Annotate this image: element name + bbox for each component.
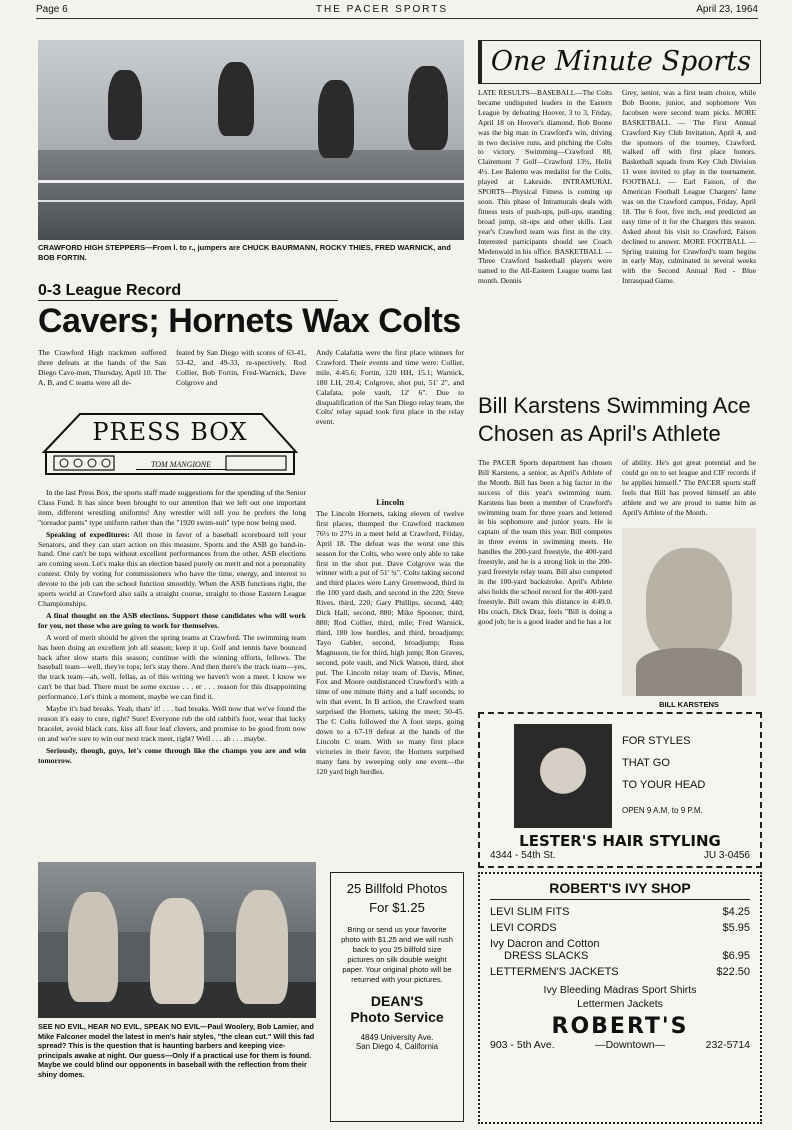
roberts-phone: 232-5714 [705, 1039, 750, 1051]
billfold-body: Bring or send us your favorite photo with $1.25 and we will rush back to you 25 billfold size pictures on silk double weight paper. Your original photo will be returned with your pictures. [341, 925, 453, 984]
billfold-photos-ad [330, 872, 464, 1122]
press-box-logo [40, 408, 300, 480]
karstens-photo-caption: BILL KARSTENS [659, 700, 719, 709]
one-minute-title: One Minute Sports [490, 46, 752, 77]
press-box-p6: Seriously, though, guys, let's come through like the champs you are and win tomorrow. [38, 745, 306, 765]
hurdlers-photo [38, 40, 464, 240]
press-box-p5: Maybe it's bad breaks. Yeah, thats' it! . . . bad breaks. Well now that we've found the reason it's easy to cure, right? Sure! Everyone rub the old rabbit's foot, wear that lucky bracelet, avoid black cats, kiss all four leaf clovers, and promise to be good from now on and we're sure to win our next track meet, right? Well . . . ah . . . maybe. [38, 704, 306, 743]
roberts-addr: 903 - 5th Ave. [490, 1039, 555, 1051]
one-minute-col-1: LATE RESULTS—BASEBALL—The Colts became undisputed leaders in the Eastern League by defeating Hoover, 3 to 3, Friday, April 18 on Hoover's diamond. Bob Boone was the big man in Crawford's win, driving in two decisive runs, and pitching the Colts to victory. Swimming—Crawford 88, Clairemont 7 Golf—Crawford 13½, Helix 4½. Lee Balemo was medalist for the Colts, played at Lakeside. INTRAMURAL SPORTS—Physical Fitness is coming up soon. This phase of Intramurals deals with fitness tests of push-ups, pull-ups, standing broad jump, sit-ups and other skills. Last year's Crawford team was first in the city. Interested participants should see Coach Medenwald in his office. BASKETBALL — Three Crawford basketball players were named to the All-Eastern League teams last month. Dennis [478, 88, 612, 286]
issue-date: April 23, 1964 [696, 4, 758, 15]
karstens-col-1: The PACER Sports department has chosen Bill Karstens, a senior, as April's Athlete of the Month. Bill has been a big factor in the success of this year's swimming team. Karstens has been a member of Crawford's swimming team for three years and lettered in his sophomore and junior years. He is captain of the team this year. Bill competes in three events in swimming meets. He handles the 200-yard freestyle, the 400-yard freestyle, and he is a strong link in the 200-yard freestyle relay team. Bill also competed in the 100-yard backstroke. April's Athlete also holds the school record for the 400-yard freestyle. Bill swam this distance in 4:49.0. His coach, Dick Draz, feels "Bill is doing a good job; he is a good leader and he has a lot [478, 458, 612, 626]
press-box-byline: TOM MANGIONE [136, 460, 226, 470]
lesters-addr: 4344 - 54th St. [490, 850, 556, 861]
karstens-headline [478, 392, 758, 448]
karstens-headline-2: Chosen as April's Athlete [478, 421, 721, 446]
karstens-col-2: of ability. He's got great potential and he could go on to set league and CIF records if he applies himself." The PACER sports staff feels that Bill has proved himself an able athlete and we are proud to name him as April's Athlete of the Month. [622, 458, 756, 517]
roberts-item-4: LETTERMEN'S JACKETS $22.50 [490, 966, 750, 978]
press-box-p2: Speaking of expeditures: All those in favor of a baseball scoreboard tell your Senators, and they can start action on this measure. Sports and the ASB go hand-in-hand. One can't be tops without excellent performances from the other. ASB elections are coming soon. Let's make this an election based purely on merit and not a personality contest. Only by voting for commissioners who have the time, energy, and interest to devote to the job can the school function smoothly. When the ASB functions right, the sports world at Crawford also sails a straight course, straight to those Eastern League Championships. [38, 529, 306, 608]
hurdlers-caption: CRAWFORD HIGH STEPPERS—From l. to r., jumpers are CHUCK BAURMANN, ROCKY THIES, FRED WARNICK, and BOB FORTIN. [38, 243, 451, 262]
roberts-item-2: LEVI CORDS $5.95 [490, 922, 750, 934]
one-minute-col-2: Grey, senior, was a first team choice, while Bob Boone, junior, and sophomore Von Jacobsen were second team picks. MORE BASKETBALL — The First Annual Crawford Key Club Invitation, April 4, and the sponsors of the tourney, Crawford, walked off with first place honors. Basketball squads from Key Club Division 11 were invited to play in the tournament. FOOTBALL — Earl Faison, of the American Football League Chargers' fame was on the Crawford campus, Friday, April 18. The 6 foot, five inch, end predicted an easy time of it for the Chargers this season. Asked about his visit to Crawford, Faison declined to answer. MORE FOOTBALL — Spring training for Crawford's team begins in early May, culminated in several weeks with the Second Annual Red - Blue Intrasquad Game. [622, 88, 756, 286]
roberts-item-3: DRESS SLACKS $6.95 [504, 950, 750, 962]
lesters-phone: JU 3-0456 [703, 850, 750, 861]
roberts-lettermen: Lettermen Jackets [577, 998, 663, 1010]
billfold-name1: DEAN'S [370, 993, 424, 1009]
woman-portrait [514, 724, 612, 828]
roberts-downtown: —Downtown— [595, 1039, 666, 1051]
track-col-1: The Crawford High trackmen suffered three defeats at the hands of the San Diego Cave-men, Thursday, April 10. The A, B, and C teams were all de- [38, 348, 166, 387]
see-no-evil-photo [38, 862, 316, 1018]
roberts-title: ROBERT'S IVY SHOP [490, 880, 750, 900]
track-headline: Cavers; Hornets Wax Colts [38, 302, 461, 340]
lesters-line2: THAT GO [622, 757, 670, 769]
track-col-3b: The Lincoln Hornets, taking eleven of twelve first places, thumped the Crawford trackmen 76½ to 27½ in a meet held at Crawford, Friday, April 18. The defeat was the worst one this season for the Colts, who were only able to take first in the shot put. Dave Colgrove was the winner with a put of 51' ¾". Colts taking second and third places were Larry Greenwood, third in the 100 yard dash, and second in the 220; Steve Rives, third, 220; Gary Phillips, second, 440; Dick Hall, second, 880; Mike Spooner, third, 880; Rod Collier, third, mile; Fred Warnick, third, 180 low hurdles, and third, broadjump; Tayo Gabler, second, broadjump; Russ Magnuson, tie for third, high jump; Ron Graves, second, pole vault, and Nick Watson, third, shot put. The Lincoln relay team of Davis, Miner, Fox and Moore outdistanced Crawford's with a time of one minute thirty and a half seconds, to win that event. In B action, the Crawford team surprised the Hornets, taking the meet; 50-45. The C Colts followed the A foot steps, going down to a 67-19 defeat at the hands of the Lincoln C team. With so many first place victories in their favor, the Hornets surprised many fans by sweeping only one event—the 120 yard high hurdles. [316, 509, 464, 776]
one-minute-banner [478, 40, 761, 84]
roberts-madras: Ivy Bleeding Madras Sport Shirts [543, 984, 697, 996]
karstens-photo [622, 528, 756, 696]
lesters-ad [478, 712, 762, 868]
track-col-2: feated by San Diego with scores of 63-41, 53-42, and 49-33, re-spectively. Rod Collier, Bob Fortin, Fred-Warnick, Dave Colgrove and [176, 348, 306, 387]
page-header [36, 4, 758, 19]
press-box-title: PRESS BOX [92, 418, 248, 446]
lesters-line1: FOR STYLES [622, 735, 691, 747]
karstens-headline-1: Bill Karstens Swimming Ace [478, 393, 751, 418]
paper-title: THE PACER SPORTS [315, 4, 449, 15]
page-number: Page 6 [36, 4, 68, 15]
billfold-line2: For $1.25 [369, 900, 425, 915]
track-col-3a: Andy Calafatta were the first place winners for Crawford. Their events and time were: Collier, mile, 4:45.6; Fortin, 120 HH, 15.1; Warnick, 180 LH, 20.4; Colgrove, shot put, 51' 2", and Calafata, pole vault, 12' 6". Due to disqualification of the San Diego relay team, the Colts' relay squad took first place in the relay event. [316, 348, 464, 427]
billfold-name2: Photo Service [350, 1009, 444, 1025]
roberts-contact [490, 1039, 750, 1051]
press-box-p1: In the last Press Box, the sports staff made suggestions for the spending of the Senior Class Fund. It has since been brought to our attention that we left out one important item, different wrestling uniforms! Any wrestler will tell you he prefers the long "toreador pants" type uniform rather than the "1920 swim-suit" type now being used. [38, 488, 306, 527]
lincoln-subhead: Lincoln [376, 497, 404, 507]
billfold-line1: 25 Billfold Photos [346, 881, 448, 896]
press-box-p4: A word of merit should be given the spring teams at Crawford. The swimming team has been doing an excellent job all season; keep it up. Golf and tennis have bounced back after slow starts this season; continue with the winning efforts, fellows. The baseball team—well, they're tops; let's stay there. And then there's the track team—yes, the track team—ah, well, fellas, as of this writing we haven't won a meet. I know we can't be that bad. There must be some excuse . . . er . . . reason for this disappointing performance. Let's think a moment, maybe we can find it. [38, 632, 306, 702]
billfold-addr1: 4849 University Ave. [360, 1033, 434, 1042]
lesters-line3: TO YOUR HEAD [622, 779, 706, 791]
roberts-ivy-shop-ad [478, 872, 762, 1124]
press-box-text [38, 488, 306, 854]
lesters-hours: OPEN 9 A.M. to 9 P.M. [622, 806, 703, 815]
track-kicker: 0-3 League Record [38, 282, 338, 301]
roberts-item-1: LEVI SLIM FITS $4.25 [490, 906, 750, 918]
billfold-addr2: San Diego 4, California [355, 1042, 439, 1051]
see-no-evil-caption: SEE NO EVIL, HEAR NO EVIL, SPEAK NO EVIL—Paul Woolery, Bob Lamier, and Mike Falconer model the latest in men's hair styles, "the clean cut." Will this fad spread? This is the question that is haunting barbers and keeping vice-principals awake at night. Our guess—Only if a practical use for them is found. Maybe we could blind our opponents in baseball with the reflection from their shiny domes. [38, 1022, 315, 1079]
roberts-slacks-pre: Ivy Dacron and Cotton [490, 938, 600, 950]
press-box-p2-lead: Speaking of expeditures: [46, 529, 130, 539]
lesters-name: LESTER'S HAIR STYLING [519, 832, 721, 850]
press-box-p3: A final thought on the ASB elections. Support those candidates who will work for you, not those who are going to work for themselves. [38, 610, 306, 630]
roberts-name: ROBERT'S [551, 1014, 689, 1039]
